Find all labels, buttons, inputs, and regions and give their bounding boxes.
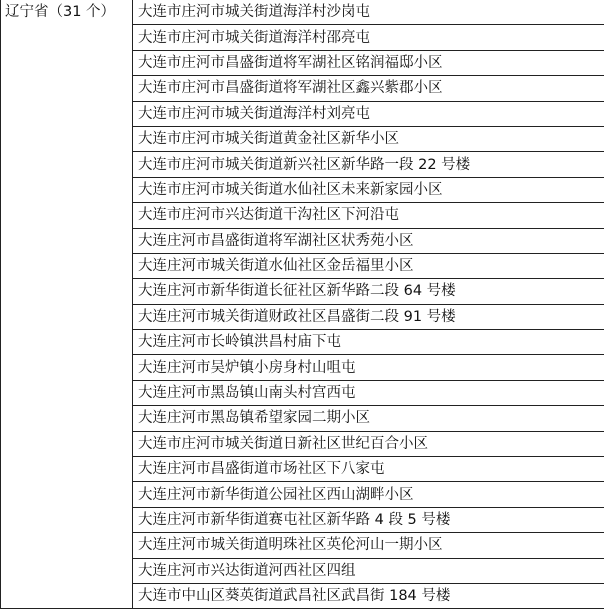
address-cell: 大连市庄河市城关街道黄金社区新华小区	[133, 126, 604, 151]
address-cell: 大连庄河市城关街道明珠社区英伦河山一期小区	[133, 533, 604, 558]
address-cell: 大连庄河市昌盛街道市场社区下八家屯	[133, 457, 604, 482]
address-table-body	[1, 0, 604, 609]
address-cell: 大连市庄河市兴达街道干沟社区下河沿屯	[133, 203, 604, 228]
address-cell: 大连市庄河市城关街道日新社区世纪百合小区	[133, 431, 604, 456]
address-cell: 大连庄河市吴炉镇小房身村山咀屯	[133, 355, 604, 380]
address-cell: 大连市庄河市城关街道新兴社区新华路一段 22 号楼	[133, 152, 604, 177]
address-cell: 大连庄河市长岭镇洪昌村庙下屯	[133, 330, 604, 355]
address-cell: 大连庄河市新华街道公园社区西山湖畔小区	[133, 482, 604, 507]
address-cell: 大连庄河市城关街道水仙社区金岳福里小区	[133, 253, 604, 278]
address-cell: 大连市庄河市昌盛街道将军湖社区鑫兴紫郡小区	[133, 76, 604, 101]
address-cell: 大连庄河市新华街道长征社区新华路二段 64 号楼	[133, 279, 604, 304]
province-cell: 辽宁省（31 个）	[1, 0, 133, 609]
address-cell: 大连市庄河市城关街道海洋村刘亮屯	[133, 101, 604, 126]
address-cell: 大连市中山区葵英街道武昌社区武昌街 184 号楼	[133, 583, 604, 608]
address-cell: 大连庄河市黑岛镇山南头村宫西屯	[133, 380, 604, 405]
table-row	[1, 0, 604, 25]
address-cell: 大连市庄河市城关街道海洋村沙岗屯	[133, 0, 604, 25]
address-cell: 大连市庄河市昌盛街道将军湖社区铭润福邸小区	[133, 50, 604, 75]
address-cell: 大连庄河市昌盛街道将军湖社区状秀苑小区	[133, 228, 604, 253]
address-cell: 大连庄河市黑岛镇希望家园二期小区	[133, 406, 604, 431]
address-cell: 大连市庄河市城关街道水仙社区未来新家园小区	[133, 177, 604, 202]
address-cell: 大连庄河市城关街道财政社区昌盛街二段 91 号楼	[133, 304, 604, 329]
address-cell: 大连庄河市兴达街道河西社区四组	[133, 558, 604, 583]
address-cell: 大连市庄河市城关街道海洋村邵亮屯	[133, 25, 604, 50]
address-cell: 大连庄河市新华街道赛屯社区新华路 4 段 5 号楼	[133, 507, 604, 532]
